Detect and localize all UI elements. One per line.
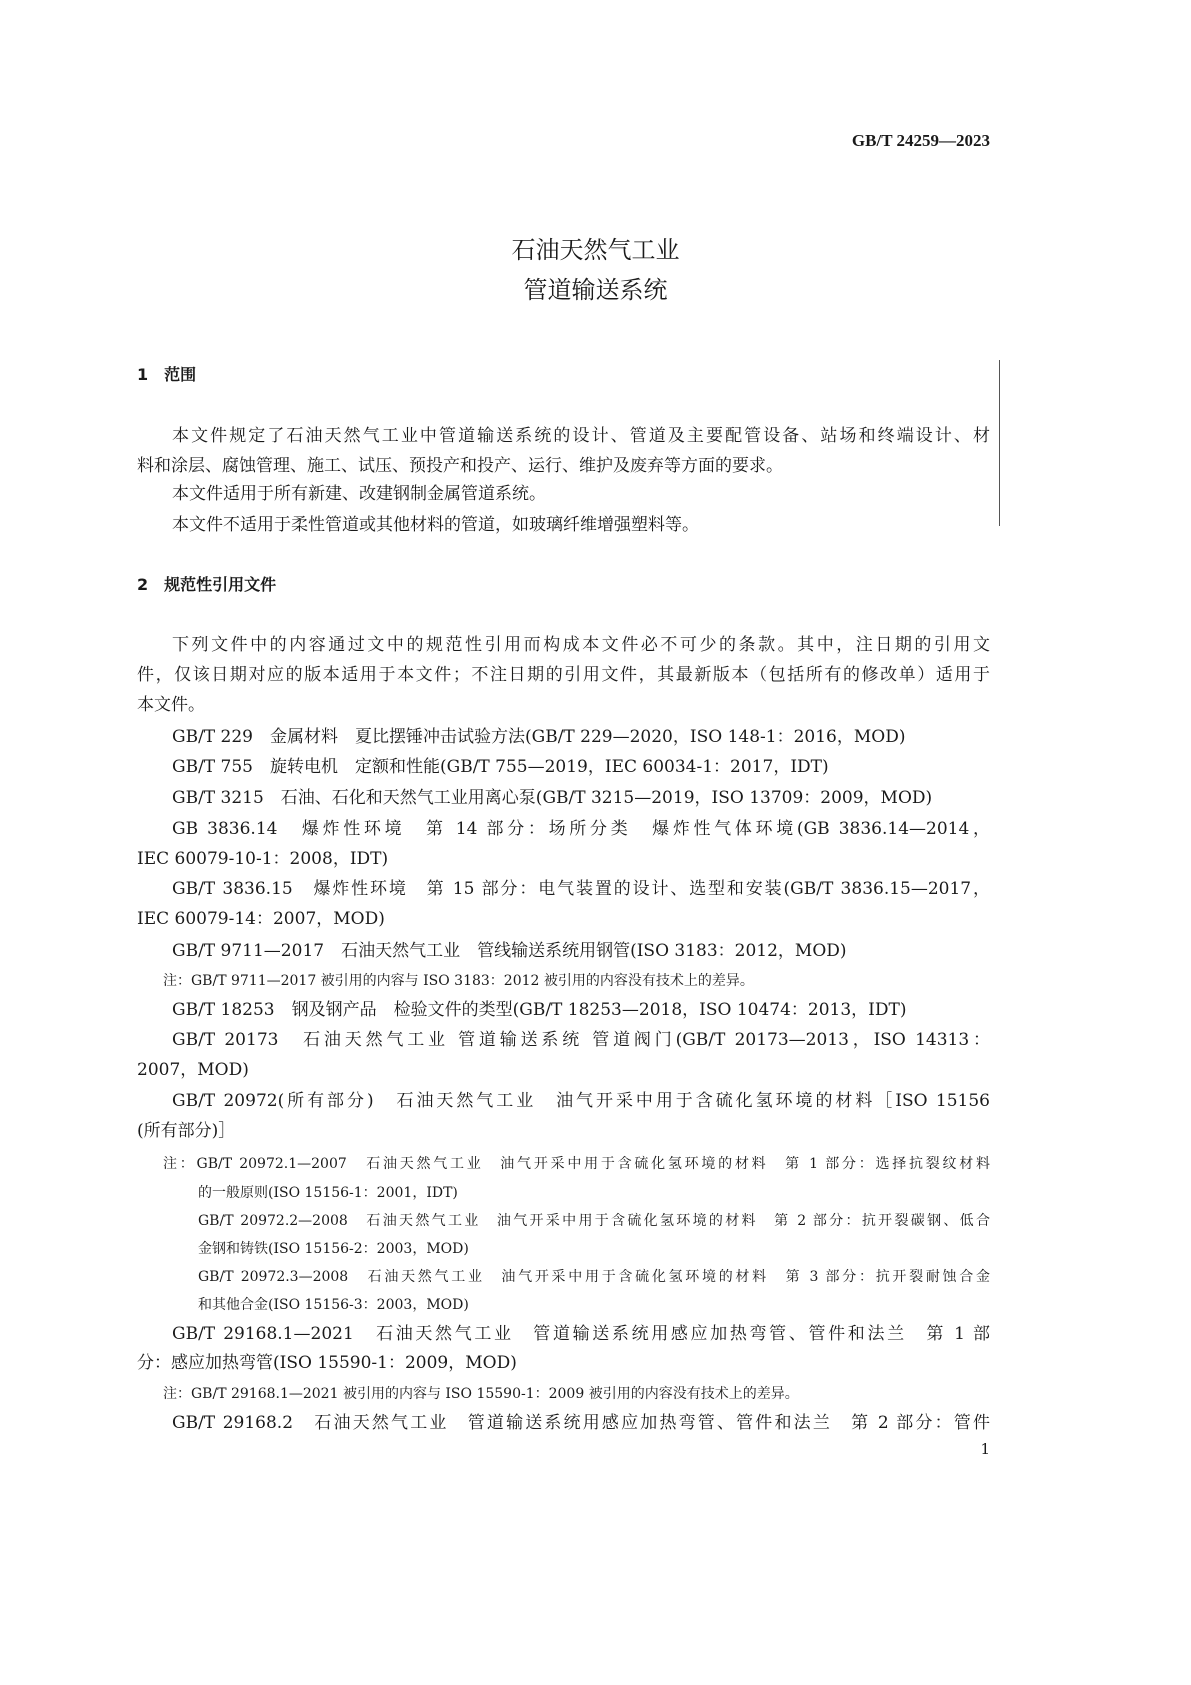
reference-item: GB/T 20173 石油天然气工业 管道输送系统 管道阀门(GB/T 20173—2013，ISO 14313：: [172, 1030, 990, 1050]
reference-item: GB/T 18253 钢及钢产品 检验文件的类型(GB/T 18253—2018，ISO 10474：2013，IDT): [172, 1000, 907, 1020]
reference-item: GB/T 755 旋转电机 定额和性能(GB/T 755—2019，IEC 60034-1：2017，IDT): [172, 757, 829, 777]
note: 注：GB/T 9711—2017 被引用的内容与 ISO 3183：2012 被引用的内容没有技术上的差异。: [163, 973, 754, 989]
section-heading: 1 范围: [137, 365, 197, 384]
reference-item-cont: (所有部分)］: [137, 1121, 236, 1141]
paragraph-line: 件，仅该日期对应的版本适用于本文件；不注日期的引用文件，其最新版本（包括所有的修改单）适用于: [137, 665, 990, 685]
note-cont: 的一般原则(ISO 15156-1：2001，IDT): [198, 1185, 458, 1201]
title-line-2: 管道输送系统: [523, 276, 668, 304]
reference-item: GB/T 9711—2017 石油天然气工业 管线输送系统用钢管(ISO 3183：2012，MOD): [172, 941, 847, 961]
paragraph: 本文件不适用于柔性管道或其他材料的管道，如玻璃纤维增强塑料等。: [172, 515, 699, 535]
reference-item: GB/T 29168.1—2021 石油天然气工业 管道输送系统用感应加热弯管、管件和法兰 第 1 部: [172, 1324, 990, 1344]
reference-item-cont: IEC 60079-10-1：2008，IDT): [137, 849, 389, 869]
reference-item: GB/T 229 金属材料 夏比摆锤冲击试验方法(GB/T 229—2020，ISO 148-1：2016，MOD): [172, 727, 906, 747]
document-number: GB/T 24259—2023: [851, 131, 990, 150]
reference-item: GB/T 3836.15 爆炸性环境 第 15 部分：电气装置的设计、选型和安装(GB/T 3836.15—2017，: [172, 879, 990, 899]
paragraph-line: 料和涂层、腐蚀管理、施工、试压、预投产和投产、运行、维护及废弃等方面的要求。: [137, 456, 783, 476]
reference-item: GB/T 3215 石油、石化和天然气工业用离心泵(GB/T 3215—2019，ISO 13709：2009，MOD): [172, 788, 933, 808]
note: 注：GB/T 29168.1—2021 被引用的内容与 ISO 15590-1：2009 被引用的内容没有技术上的差异。: [163, 1386, 799, 1402]
note: GB/T 20972.3—2008 石油天然气工业 油气开采中用于含硫化氢环境的材料 第 3 部分：抗开裂耐蚀合金: [198, 1269, 990, 1285]
note-cont: 金钢和铸铁(ISO 15156-2：2003，MOD): [198, 1241, 469, 1257]
reference-item-cont: 分：感应加热弯管(ISO 15590-1：2009，MOD): [137, 1353, 517, 1373]
reference-item-cont: IEC 60079-14：2007，MOD): [137, 909, 385, 929]
page-number: 1: [980, 1440, 990, 1458]
paragraph-line: 本文件。: [137, 695, 205, 715]
section-heading: 2 规范性引用文件: [137, 575, 277, 594]
note-cont: 和其他合金(ISO 15156-3：2003，MOD): [198, 1297, 469, 1313]
reference-item: GB/T 20972(所有部分) 石油天然气工业 油气开采中用于含硫化氢环境的材料［ISO 15156: [172, 1091, 990, 1111]
reference-item: GB 3836.14 爆炸性环境 第 14 部分：场所分类 爆炸性气体环境(GB 3836.14—2014，: [172, 819, 990, 839]
reference-item-cont: 2007，MOD): [137, 1060, 249, 1080]
reference-item: GB/T 29168.2 石油天然气工业 管道输送系统用感应加热弯管、管件和法兰 第 2 部分：管件: [172, 1413, 990, 1433]
change-bar: [999, 360, 1000, 526]
note: GB/T 20972.2—2008 石油天然气工业 油气开采中用于含硫化氢环境的材料 第 2 部分：抗开裂碳钢、低合: [198, 1213, 990, 1229]
note: 注：GB/T 20972.1—2007 石油天然气工业 油气开采中用于含硫化氢环境的材料 第 1 部分：选择抗裂纹材料: [163, 1156, 990, 1172]
paragraph: 本文件适用于所有新建、改建钢制金属管道系统。: [172, 484, 546, 504]
paragraph-line: 本文件规定了石油天然气工业中管道输送系统的设计、管道及主要配管设备、站场和终端设计、材: [172, 426, 990, 446]
title-line-1: 石油天然气工业: [511, 236, 680, 264]
paragraph-line: 下列文件中的内容通过文中的规范性引用而构成本文件必不可少的条款。其中，注日期的引用文: [172, 635, 990, 655]
